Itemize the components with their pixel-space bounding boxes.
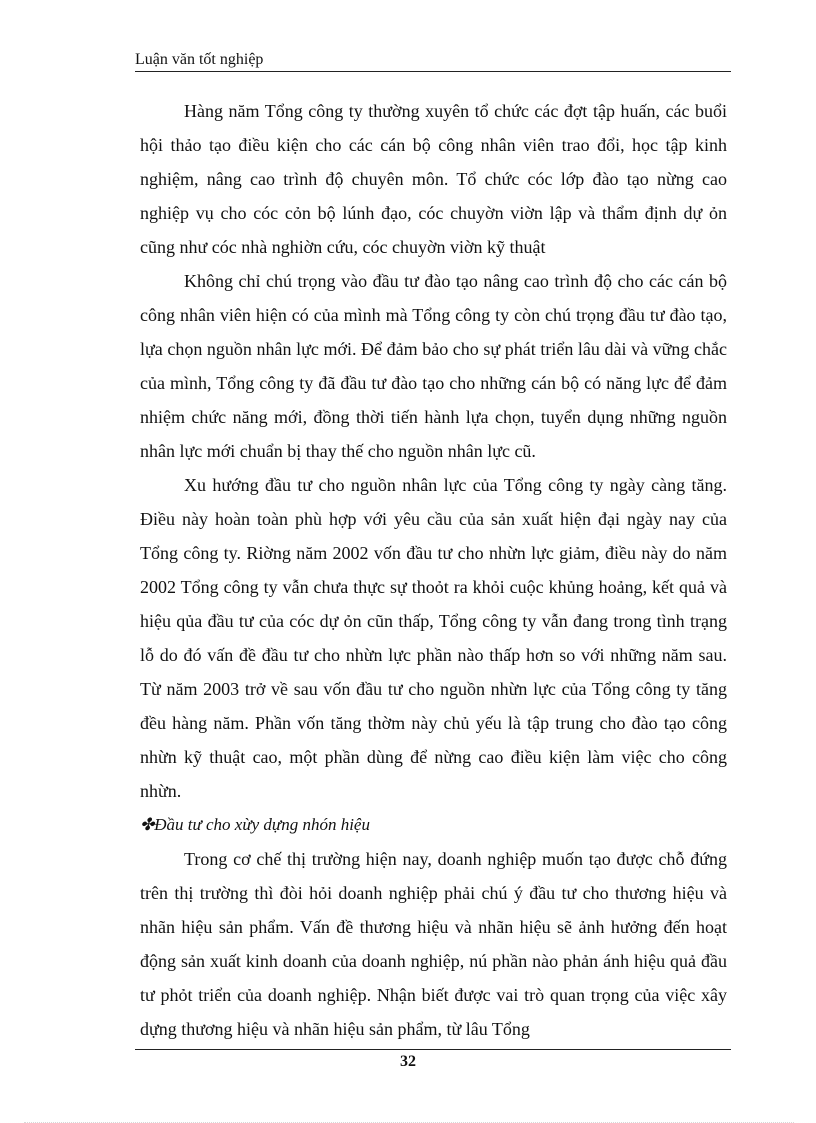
- body-text: [140, 94, 727, 1046]
- paragraph: Không chỉ chú trọng vào đầu tư đào tạo nâng cao trình độ cho các cán bộ công nhân viên hiện có của mình mà Tổng công ty còn chú trọng đầu tư đào tạo, lựa chọn nguồn nhân lực mới. Để đảm bảo cho sự phát triển lâu dài và vững chắc của mình, Tổng công ty đã đầu tư đào tạo cho những cán bộ có năng lực để đảm nhiệm chức năng mới, đồng thời tiến hành lựa chọn, tuyển dụng những nguồn nhân lực mới chuẩn bị thay thế cho nguồn nhân lực cũ.: [140, 271, 727, 461]
- paragraph: Xu hướng đầu tư cho nguồn nhân lực của Tổng công ty ngày càng tăng. Điều này hoàn toàn phù hợp với yêu cầu của sản xuất hiện đại ngày nay của Tổng công ty. Riờng năm 2002 vốn đầu tư cho nhừn lực giảm, điều này do năm 2002 Tổng công ty vẫn chưa thực sự thoỏt ra khỏi cuộc khủng hoảng, kết quả và hiệu qủa đầu tư của cóc dự ỏn cũn thấp, Tổng công ty vẫn đang trong tình trạng lỗ do đó vấn đề đầu tư cho nhừn lực phần nào thấp hơn so với những năm sau. Từ năm 2003 trở về sau vốn đầu tư cho nguồn nhừn lực của Tổng công ty tăng đều hàng năm. Phần vốn tăng thờm này chủ yếu là tập trung cho đào tạo công nhừn kỹ thuật cao, một phần dùng để nừng cao điều kiện làm việc cho công nhừn.: [140, 475, 727, 801]
- section-subheading: ✤Đầu tư cho xừy dựng nhón hiệu: [140, 815, 370, 834]
- footer-divider: [135, 1049, 731, 1050]
- paragraph: Hàng năm Tổng công ty thường xuyên tổ chức các đợt tập huấn, các buổi hội thảo tạo điều kiện cho các cán bộ công nhân viên trao đổi, học tập kinh nghiệm, nâng cao trình độ chuyên môn. Tổ chức cóc lớp đào tạo nừng cao nghiệp vụ cho cóc cỏn bộ lúnh đạo, cóc chuyờn viờn lập và thẩm định dự ỏn cũng như cóc nhà nghiờn cứu, cóc chuyờn viờn kỹ thuật: [140, 101, 727, 257]
- paragraph: Trong cơ chế thị trường hiện nay, doanh nghiệp muốn tạo được chỗ đứng trên thị trường thì đòi hỏi doanh nghiệp phải chú ý đầu tư cho thương hiệu và nhãn hiệu sản phẩm. Vấn đề thương hiệu và nhãn hiệu sẽ ảnh hưởng đến hoạt động sản xuất kinh doanh của doanh nghiệp, nú phần nào phản ánh hiệu quả đầu tư phỏt triển của doanh nghiệp. Nhận biết được vai trò quan trọng của việc xây dựng thương hiệu và nhãn hiệu sản phẩm, từ lâu Tổng: [140, 849, 727, 1039]
- page-header: Luận văn tốt nghiệp: [135, 50, 731, 72]
- page-number: 32: [400, 1053, 416, 1070]
